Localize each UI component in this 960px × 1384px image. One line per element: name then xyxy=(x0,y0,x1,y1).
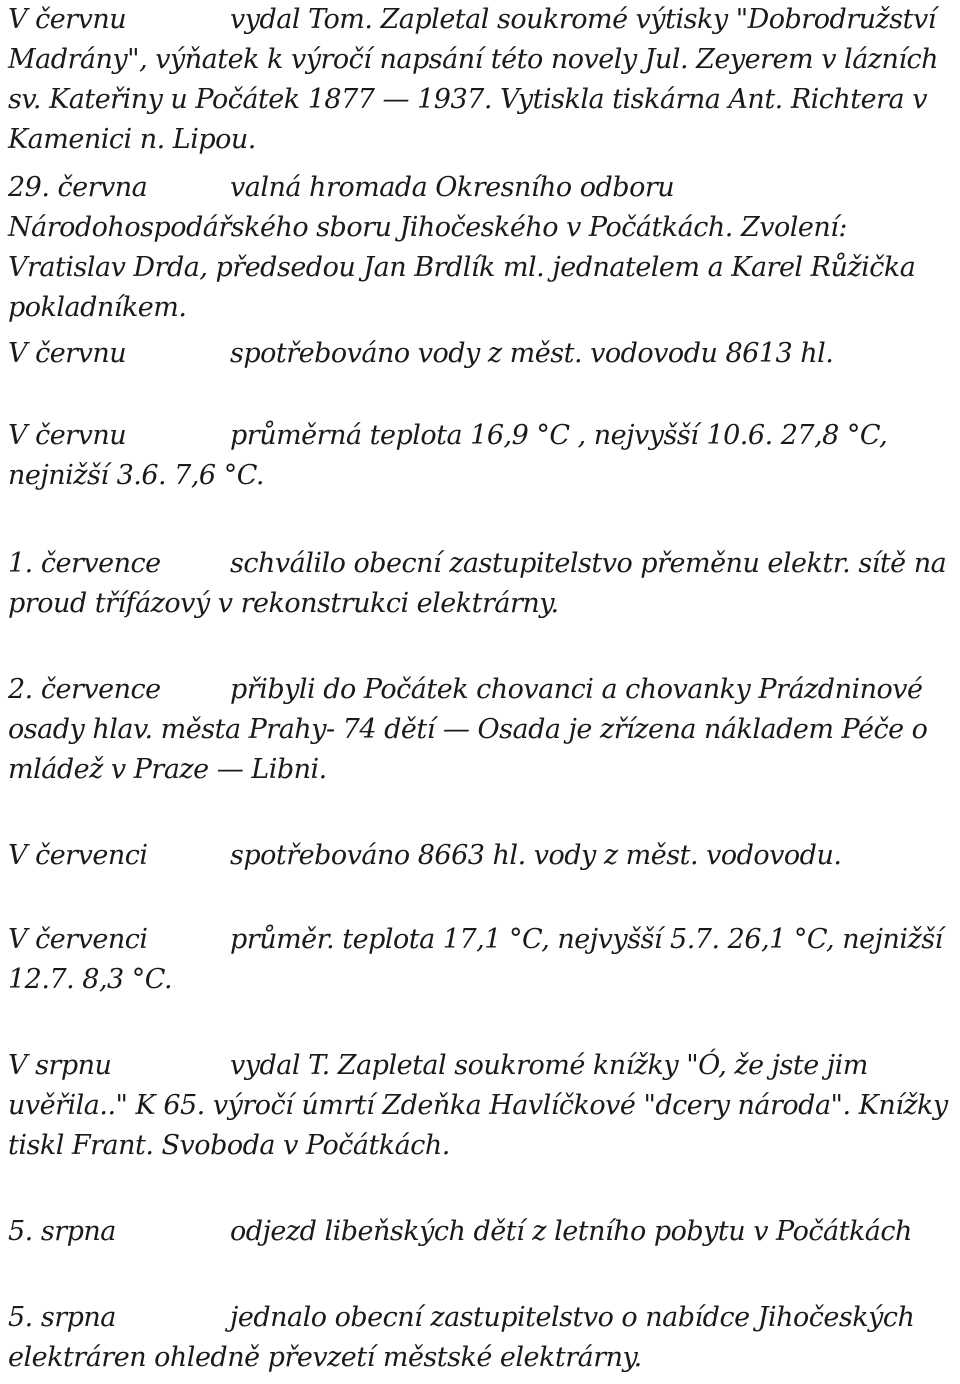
entry-text: spotřebováno 8663 hl. vody z měst. vodovodu. xyxy=(230,840,842,871)
chronicle-entry xyxy=(8,920,952,1000)
entry-text: valná hromada Okresního odboru Národohospodářského sboru Jihočeského v Počátkách. Zvolení: Vratislav Drda, předsedou Jan Brdlík ml. jednatelem a Karel Růžička pokladníkem. xyxy=(8,172,916,323)
chronicle-entry xyxy=(8,0,952,160)
entry-date: 5. srpna xyxy=(8,1216,116,1247)
chronicle-entry xyxy=(8,168,952,328)
entry-text: jednalo obecní zastupitelstvo o nabídce Jihočeských elektráren ohledně převzetí městské elektrárny. xyxy=(8,1302,915,1373)
entry-date: 2. července xyxy=(8,674,161,705)
entry-text: schválilo obecní zastupitelstvo přeměnu elektr. sítě na proud třífázový v rekonstrukci elektrárny. xyxy=(8,548,947,619)
chronicle-entry xyxy=(8,334,952,374)
entry-text: vydal T. Zapletal soukromé knížky "Ó, že jste jim uvěřila.." K 65. výročí úmrtí Zdeňka Havlíčkové "dcery národa". Knížky tiskl Frant. Svoboda v Počátkách. xyxy=(8,1050,948,1161)
entry-date: V červenci xyxy=(8,924,148,955)
chronicle-entry xyxy=(8,1212,952,1252)
chronicle-entry xyxy=(8,1046,952,1166)
chronicle-entry xyxy=(8,416,952,496)
entry-text: odjezd libeňských dětí z letního pobytu v Počátkách xyxy=(230,1216,912,1247)
chronicle-entry xyxy=(8,670,952,790)
entry-date: 5. srpna xyxy=(8,1302,116,1333)
chronicle-entry xyxy=(8,836,952,876)
entry-text: průměrná teplota 16,9 °C , nejvyšší 10.6. 27,8 °C, nejnižší 3.6. 7,6 °C. xyxy=(8,420,888,491)
entry-text: přibyli do Počátek chovanci a chovanky Prázdninové osady hlav. města Prahy- 74 dětí — Osada je zřízena nákladem Péče o mládež v Praze — Libni. xyxy=(8,674,928,785)
chronicle-entry xyxy=(8,544,952,624)
entry-date: V červnu xyxy=(8,338,127,369)
entry-date: V srpnu xyxy=(8,1050,112,1081)
entry-date: V červnu xyxy=(8,420,127,451)
entry-text: vydal Tom. Zapletal soukromé výtisky "Dobrodružství Madrány", výňatek k výročí napsání této novely Jul. Zeyerem v lázních sv. Kateřiny u Počátek 1877 — 1937. Vytiskla tiskárna Ant. Richtera v Kamenici n. Lipou. xyxy=(8,4,939,155)
chronicle-entry xyxy=(8,1298,952,1378)
entry-date: 29. června xyxy=(8,172,148,203)
entry-date: 1. července xyxy=(8,548,161,579)
entry-date: V červnu xyxy=(8,4,127,35)
entry-text: průměr. teplota 17,1 °C, nejvyšší 5.7. 26,1 °C, nejnižší 12.7. 8,3 °C. xyxy=(8,924,943,995)
entry-text: spotřebováno vody z měst. vodovodu 8613 hl. xyxy=(230,338,834,369)
entry-date: V červenci xyxy=(8,840,148,871)
